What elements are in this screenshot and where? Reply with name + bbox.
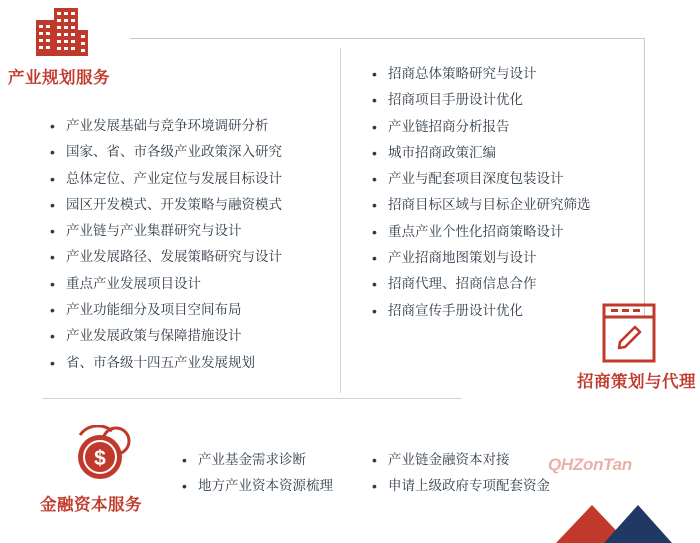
list-item: • 产业链金融资本对接 [370, 447, 550, 473]
list-item: • 招商宣传手册设计优化 [370, 298, 591, 324]
list-item: • 产业基金需求诊断 [180, 447, 333, 473]
list-item: • 产业与配套项目深度包装设计 [370, 166, 591, 192]
list-item: • 重点产业个性化招商策略设计 [370, 219, 591, 245]
list-item: • 招商目标区域与目标企业研究筛选 [370, 192, 591, 218]
frame-line-top [130, 38, 645, 39]
list-item: • 产业功能细分及项目空间布局 [48, 297, 282, 323]
list-item: • 城市招商政策汇编 [370, 140, 591, 166]
row-divider [42, 398, 462, 399]
finance-list-right [370, 447, 550, 500]
frame-line-right [644, 38, 645, 316]
list-item: • 招商代理、招商信息合作 [370, 271, 591, 297]
list-item: • 产业发展政策与保障措施设计 [48, 323, 282, 349]
corner-triangle-blue [604, 505, 672, 543]
list-item: • 总体定位、产业定位与发展目标设计 [48, 166, 282, 192]
finance-list-left [180, 447, 333, 500]
section-title-planning: 产业规划服务 [8, 69, 110, 87]
list-item: • 产业链招商分析报告 [370, 114, 591, 140]
coin-icon [68, 425, 134, 485]
list-item: • 申请上级政府专项配套资金 [370, 473, 550, 499]
list-item: • 省、市各级十四五产业发展规划 [48, 350, 282, 376]
watermark: QHZonTan [548, 455, 632, 474]
list-item: • 招商总体策略研究与设计 [370, 61, 591, 87]
column-divider [340, 48, 341, 393]
list-item: • 产业招商地图策划与设计 [370, 245, 591, 271]
list-item: • 地方产业资本资源梳理 [180, 473, 333, 499]
list-item: • 产业发展基础与竞争环境调研分析 [48, 113, 282, 139]
svg-text:$: $ [94, 447, 106, 470]
clipboard-icon [602, 303, 656, 363]
list-item: • 园区开发模式、开发策略与融资模式 [48, 192, 282, 218]
list-item: • 产业发展路径、发展策略研究与设计 [48, 244, 282, 270]
section-title-investment: 招商策划与代理 [577, 373, 696, 391]
list-item: • 产业链与产业集群研究与设计 [48, 218, 282, 244]
list-item: • 招商项目手册设计优化 [370, 87, 591, 113]
planning-list [48, 113, 282, 376]
list-item: • 重点产业发展项目设计 [48, 271, 282, 297]
building-icon [28, 8, 90, 56]
section-title-finance: 金融资本服务 [40, 496, 142, 514]
investment-list [370, 61, 591, 324]
list-item: • 国家、省、市各级产业政策深入研究 [48, 139, 282, 165]
